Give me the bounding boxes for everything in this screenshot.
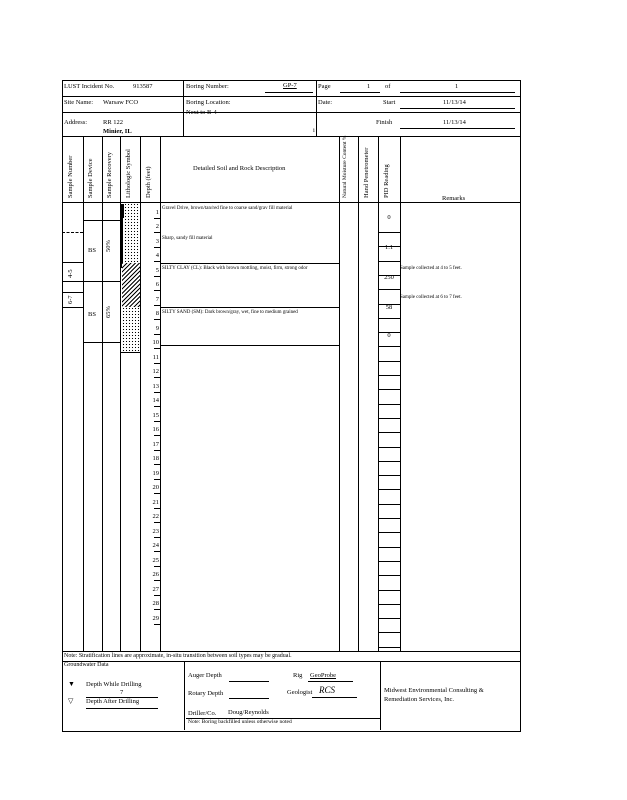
rule [62, 281, 83, 282]
rule [62, 232, 83, 233]
rule [83, 136, 84, 651]
company-name-line2: Remediation Services, Inc. [384, 696, 455, 703]
pid-rule [379, 504, 400, 505]
depth-tick [154, 464, 160, 465]
col-lithologic-symbol: Lithologic Symbol [125, 149, 132, 198]
rig-label: Rig [293, 672, 303, 679]
pid-rule [379, 475, 400, 476]
rule [400, 128, 515, 129]
lithology-silty-sand [122, 307, 140, 352]
depth-number: 13 [152, 383, 159, 390]
boring-location-value: Next to B-4 [186, 109, 217, 116]
depth-tick [154, 406, 160, 407]
rule [378, 136, 379, 651]
start-label: Start [383, 99, 396, 106]
depth-tick [154, 450, 160, 451]
depth-tick [154, 624, 160, 625]
pid-rule [379, 618, 400, 619]
depth-number: 24 [152, 542, 159, 549]
depth-number: 12 [152, 368, 159, 375]
pid-reading: 250 [384, 274, 394, 281]
depth-number: 28 [152, 600, 159, 607]
pid-reading: 1.1 [384, 244, 394, 251]
depth-number: 27 [152, 586, 159, 593]
col-moisture: Natural Moisture Content % [342, 135, 348, 198]
address-label: Address: [64, 119, 88, 126]
depth-number: 25 [152, 557, 159, 564]
col-depth: Depth (feet) [145, 166, 152, 198]
col-sample-recovery: Sample Recovery [106, 151, 113, 198]
tick-mark: i [313, 127, 315, 134]
rule [62, 96, 520, 97]
rule [312, 697, 357, 698]
rule [229, 698, 269, 699]
pid-rule [379, 418, 400, 419]
depth-tick [154, 551, 160, 552]
stratification-note: Note: Stratification lines are approximate, in-situ transition between soil types may be gradual. [64, 653, 292, 659]
pid-rule [379, 289, 400, 290]
col-pid: PID Reading [383, 164, 390, 198]
depth-number: 16 [152, 426, 159, 433]
rule [339, 136, 340, 651]
depth-tick [154, 493, 160, 494]
start-value: 11/13/14 [443, 99, 466, 106]
rule [62, 292, 83, 293]
depth-tick [154, 261, 160, 262]
rule [160, 307, 339, 308]
depth-number: 8 [155, 310, 159, 317]
rule [62, 307, 83, 308]
rule [340, 92, 380, 93]
depth-number: 5 [155, 267, 159, 274]
depth-number: 14 [152, 397, 159, 404]
depth-number: 9 [155, 325, 159, 332]
depth-tick [154, 537, 160, 538]
company-name-line1: Midwest Environmental Consulting & [384, 687, 484, 694]
depth-number: 23 [152, 528, 159, 535]
address-value: RR 122 [103, 119, 124, 126]
lust-label: LUST Incident No. [64, 83, 115, 90]
finish-value: 11/13/14 [443, 119, 466, 126]
city-value: Minier, IL [103, 128, 132, 135]
geologist-label: Geologist [287, 689, 313, 696]
col-sample-number: Sample Number [67, 155, 74, 198]
lust-value: 913587 [133, 83, 153, 90]
pid-rule [379, 375, 400, 376]
sample-device-2: BS [88, 311, 96, 318]
depth-tick [154, 232, 160, 233]
pid-rule [379, 447, 400, 448]
pid-reading: 0 [387, 214, 391, 221]
rule [86, 708, 158, 709]
sample-recovery-2: 65% [105, 306, 112, 318]
driller-label: Driller/Co. [188, 710, 217, 717]
depth-number: 1 [155, 209, 159, 216]
description-silty-sand: SILTY SAND (SM): Dark brown/gray, wet, fine to medium grained [162, 310, 298, 315]
rule [62, 262, 83, 263]
description-gravel: Gravel Drive, brown/tan/red fine to coarse sand/grav fill material [162, 206, 293, 211]
driller-value: Doug/Reynolds [228, 709, 269, 716]
depth-tick [154, 247, 160, 248]
rule [83, 342, 102, 343]
depth-tick [154, 276, 160, 277]
pid-rule [379, 346, 400, 347]
depth-number: 4 [155, 252, 159, 259]
depth-number: 7 [155, 296, 159, 303]
depth-tick [154, 522, 160, 523]
pid-rule [379, 575, 400, 576]
rule [102, 220, 120, 221]
depth-tick [154, 218, 160, 219]
rule [102, 342, 120, 343]
depth-number: 17 [152, 441, 159, 448]
depth-number: 26 [152, 571, 159, 578]
pid-reading: 0 [387, 332, 391, 339]
description-silty-clay: SILTY CLAY (CL): Black with brown mottling, moist, firm, strong odor [162, 266, 308, 271]
depth-tick [154, 363, 160, 364]
depth-while-drilling-value: 7 [120, 689, 124, 696]
sample-recovery-1: 50% [105, 240, 112, 252]
pid-rule [379, 518, 400, 519]
depth-tick [154, 435, 160, 436]
page-value: 1 [367, 83, 371, 90]
pid-rule [379, 432, 400, 433]
rule [380, 661, 381, 730]
col-penetrometer: Hand Penetrometer [363, 147, 370, 198]
depth-number: 6 [155, 281, 159, 288]
remark: Sample collected at 4 to 5 feet. [400, 266, 462, 271]
boring-number-label: Boring Number: [186, 83, 229, 90]
rule [120, 352, 140, 353]
of-value: 1 [455, 83, 459, 90]
date-label: Date: [318, 99, 333, 106]
description-fill: Sharp, sandy fill material [162, 236, 213, 241]
rule [358, 136, 359, 651]
pid-reading: 58 [385, 304, 393, 311]
rule [62, 661, 520, 662]
depth-tick [154, 508, 160, 509]
pid-rule [379, 489, 400, 490]
open-triangle-icon: ▽ [68, 697, 74, 705]
rule [400, 136, 401, 651]
site-name-value: Warsaw FCO [103, 99, 139, 106]
depth-tick [154, 421, 160, 422]
rule [62, 112, 520, 113]
pid-rule [379, 590, 400, 591]
remark: Sample collected at 6 to 7 feet. [400, 295, 462, 300]
rule [102, 136, 103, 651]
rule [62, 136, 520, 137]
rotary-depth-label: Rotary Depth [188, 690, 224, 697]
pid-rule [379, 532, 400, 533]
boring-number-value: GP-7 [283, 82, 297, 89]
depth-tick [154, 348, 160, 349]
pid-rule [379, 661, 400, 662]
rule [316, 80, 317, 136]
auger-depth-label: Auger Depth [188, 672, 222, 679]
rule [265, 92, 313, 93]
depth-tick [154, 305, 160, 306]
rule [160, 345, 339, 346]
depth-tick [154, 377, 160, 378]
pid-rule [379, 261, 400, 262]
depth-number: 19 [152, 470, 159, 477]
depth-number: 3 [155, 238, 159, 245]
pid-rule [379, 361, 400, 362]
col-sample-device: Sample Device [87, 158, 94, 198]
depth-tick [154, 595, 160, 596]
rule [83, 220, 102, 221]
rule [83, 281, 102, 282]
pid-rule [379, 561, 400, 562]
depth-number: 20 [152, 484, 159, 491]
filled-triangle-icon: ▼ [68, 680, 75, 688]
depth-tick [154, 566, 160, 567]
backfill-note: Note: Boring backfilled unless otherwise noted [188, 719, 292, 725]
lithology-fill-material [124, 203, 139, 263]
depth-tick [154, 580, 160, 581]
depth-tick [154, 609, 160, 610]
col-description: Detailed Soil and Rock Description [193, 165, 286, 172]
groundwater-label: Groundwater Data [64, 662, 109, 668]
depth-tick [154, 479, 160, 480]
pid-rule [379, 389, 400, 390]
depth-number: 22 [152, 513, 159, 520]
rule [160, 136, 161, 651]
pid-rule [379, 604, 400, 605]
col-remarks: Remarks [442, 195, 466, 202]
pid-rule [379, 632, 400, 633]
depth-number: 11 [152, 354, 159, 361]
pid-rule [379, 404, 400, 405]
depth-after-drilling-label: Depth After Drilling [86, 698, 140, 705]
pid-rule [379, 461, 400, 462]
lithology-silty-clay [122, 263, 140, 307]
rule [184, 661, 185, 730]
depth-tick [154, 334, 160, 335]
depth-while-drilling-label: Depth While Drilling [86, 681, 142, 688]
pid-rule [379, 318, 400, 319]
rule [229, 681, 269, 682]
rule [102, 281, 120, 282]
pid-rule [379, 232, 400, 233]
depth-number: 29 [152, 615, 159, 622]
depth-tick [154, 319, 160, 320]
site-name-label: Site Name: [64, 99, 94, 106]
page-label: Page [318, 83, 331, 90]
depth-tick [154, 392, 160, 393]
depth-number: 18 [152, 455, 159, 462]
pid-rule [379, 547, 400, 548]
depth-number: 2 [155, 223, 159, 230]
depth-tick [154, 290, 160, 291]
rule [183, 80, 184, 136]
rule [400, 92, 515, 93]
depth-number: 10 [152, 339, 159, 346]
sample-device-1: BS [88, 247, 96, 254]
rule [62, 651, 520, 652]
rule [160, 263, 339, 264]
sample-number-2: 6-7 [67, 295, 74, 304]
pid-rule [379, 647, 400, 648]
depth-number: 21 [152, 499, 159, 506]
lithology-fill [121, 218, 123, 268]
of-label: of [385, 83, 391, 90]
rig-value: GeoProbe [310, 672, 336, 679]
geologist-signature: RCS [319, 685, 336, 695]
rule [400, 108, 515, 109]
boring-location-label: Boring Location: [186, 99, 231, 106]
sample-number-1: 4-5 [67, 269, 74, 278]
rule [308, 681, 353, 682]
rule [140, 136, 141, 651]
finish-label: Finish [376, 119, 393, 126]
depth-number: 15 [152, 412, 159, 419]
